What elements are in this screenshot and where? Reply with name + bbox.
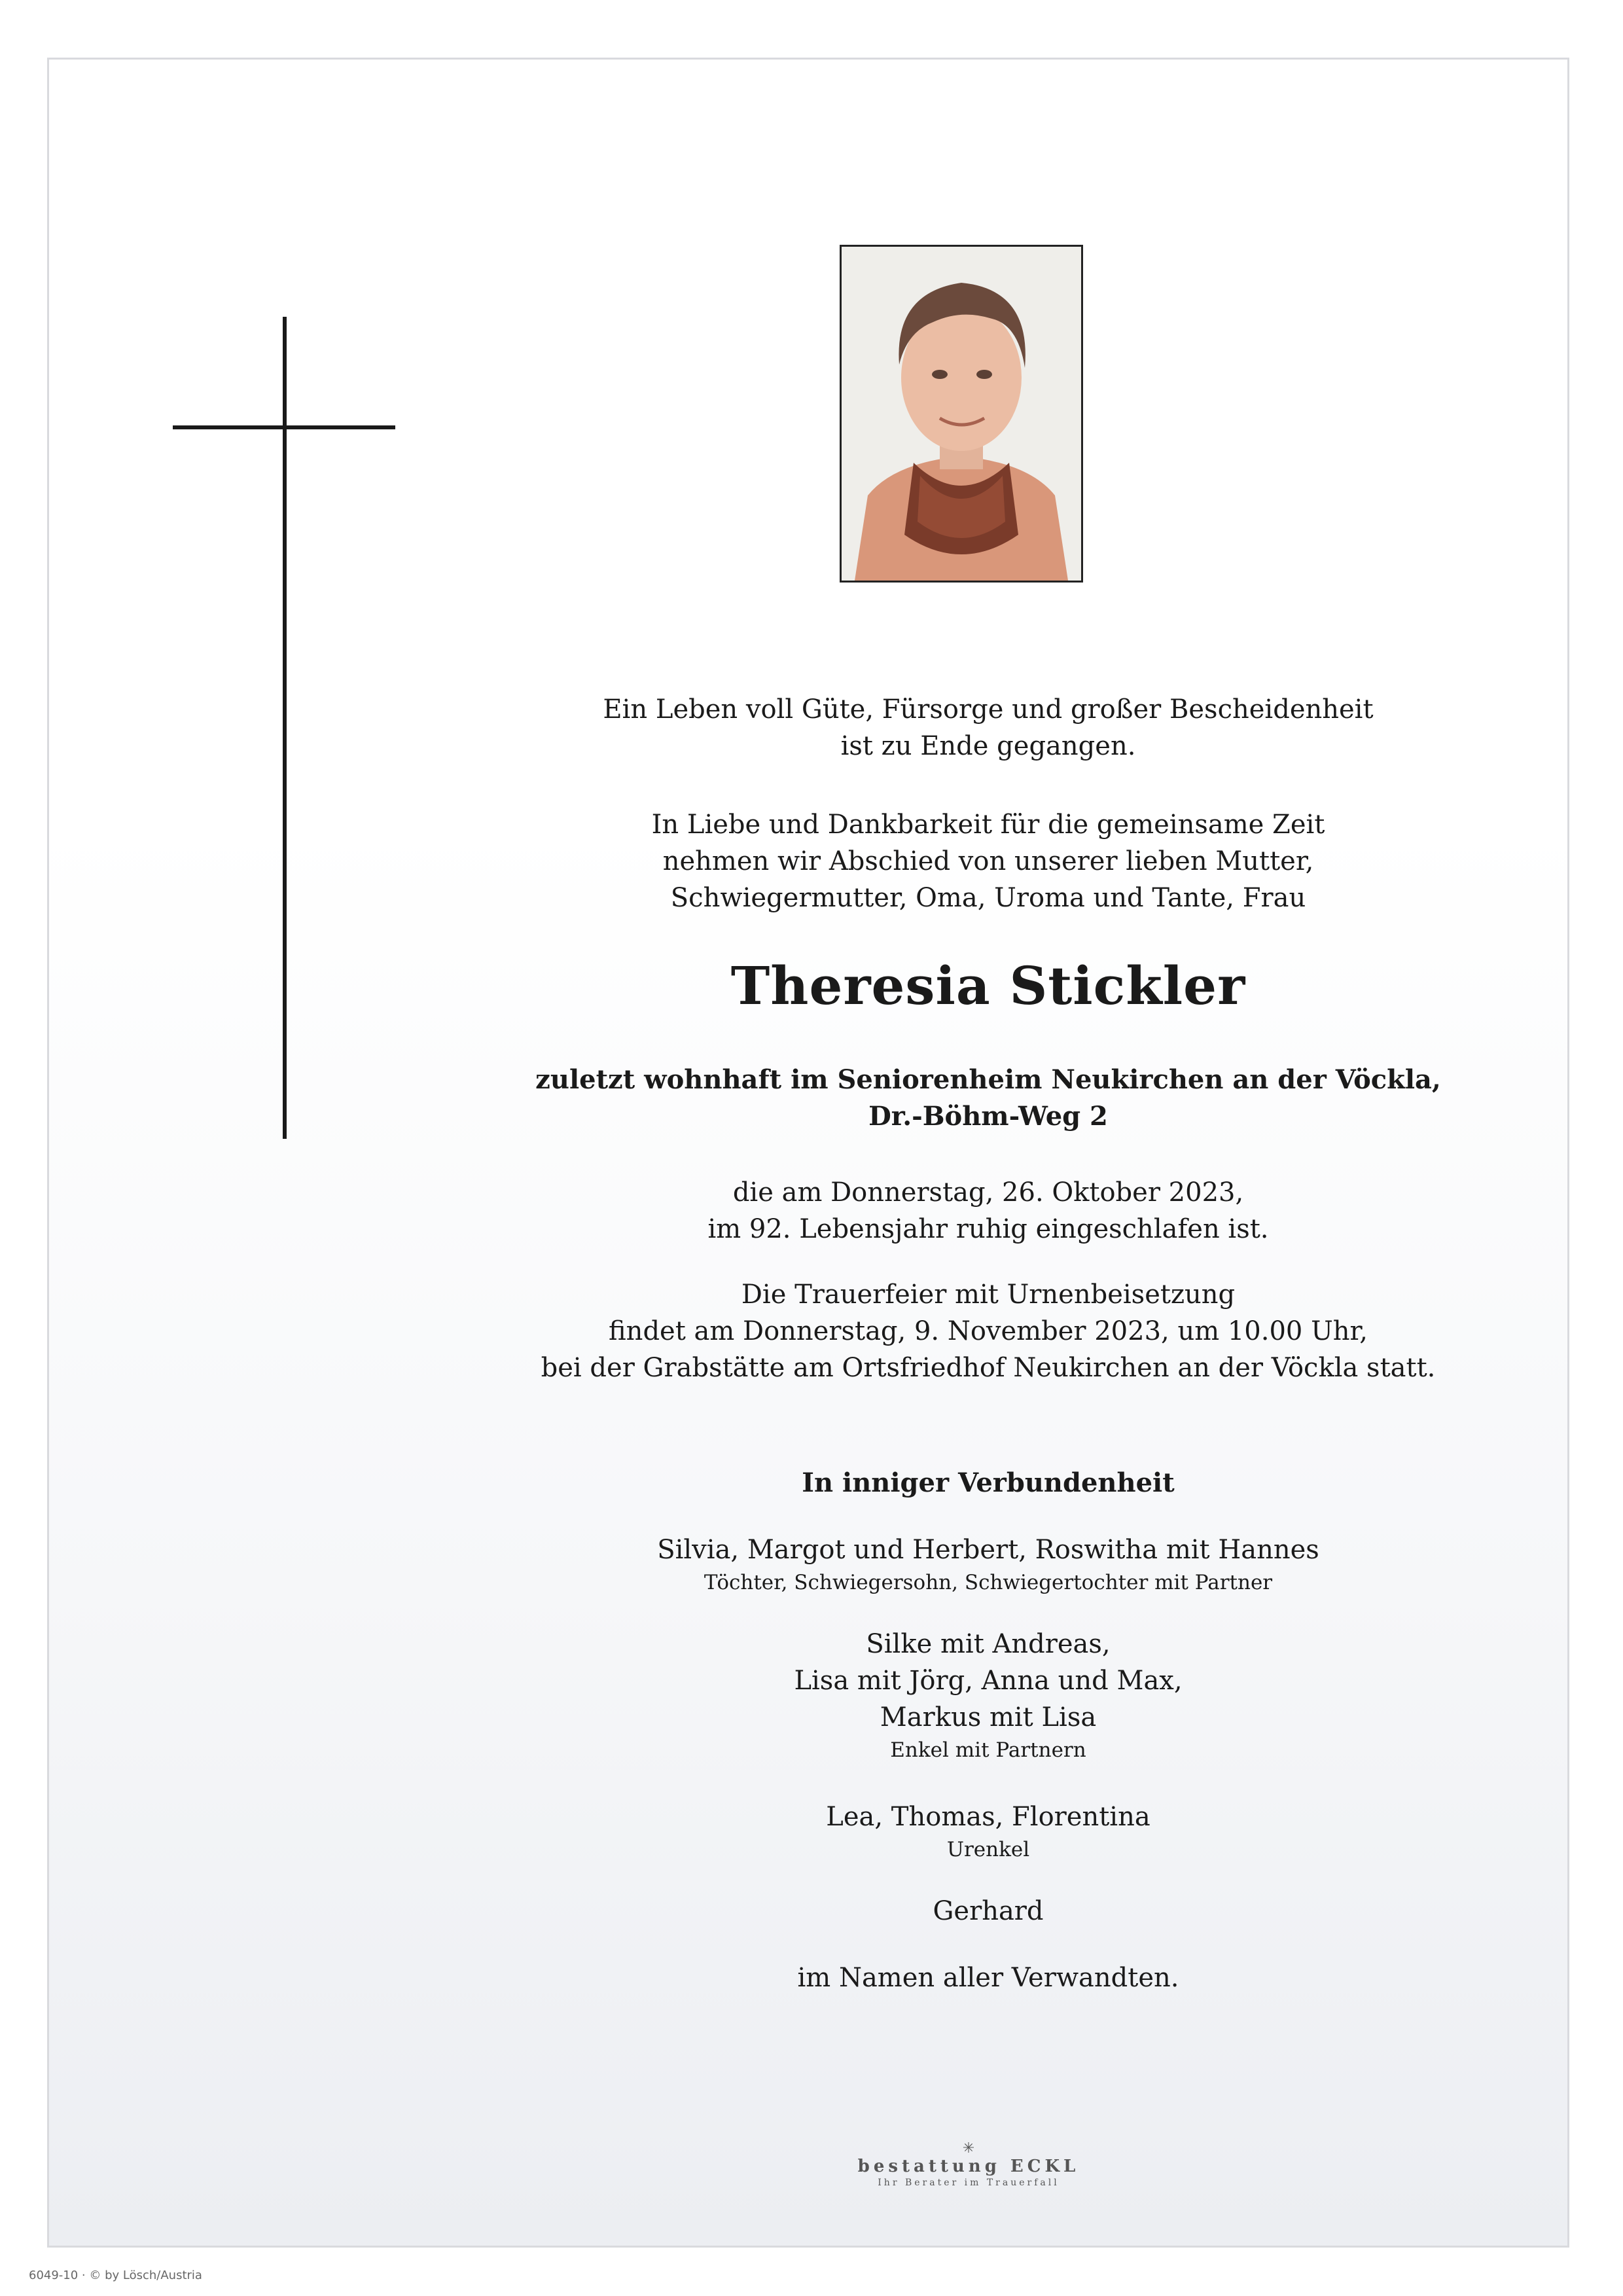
- family-relation: Enkel mit Partnern: [890, 1738, 1086, 1762]
- family-group-grandchildren: [458, 1626, 1518, 1765]
- family-names: Silvia, Margot und Herbert, Roswitha mit Hannes: [657, 1535, 1319, 1565]
- family-group-great-grandchildren: [458, 1799, 1518, 1864]
- family-names: Lea, Thomas, Florentina: [826, 1802, 1150, 1832]
- ceremony-line: findet am Donnerstag, 9. November 2023, um 10.00 Uhr,: [609, 1316, 1368, 1346]
- cross-horizontal-bar: [173, 425, 395, 429]
- farewell-line: Schwiegermutter, Oma, Uroma und Tante, Frau: [670, 883, 1306, 913]
- family-relation: Urenkel: [946, 1838, 1030, 1861]
- family-names: Lisa mit Jörg, Anna und Max,: [794, 1666, 1183, 1696]
- ceremony-line: Die Trauerfeier mit Urnenbeisetzung: [741, 1280, 1236, 1310]
- cross-vertical-bar: [283, 317, 287, 1139]
- deceased-name-block: [458, 954, 1518, 1017]
- intro-block: [458, 691, 1518, 764]
- portrait-illustration: [842, 247, 1081, 581]
- relatives-line: im Namen aller Verwandten.: [797, 1963, 1179, 1993]
- residence-line: zuletzt wohnhaft im Seniorenheim Neukirchen an der Vöckla,: [535, 1064, 1441, 1095]
- death-line: die am Donnerstag, 26. Oktober 2023,: [732, 1177, 1244, 1208]
- residence-line: Dr.-Böhm-Weg 2: [868, 1101, 1108, 1132]
- logo-main-text: bestattung ECKL: [857, 2157, 1080, 2176]
- closing-heading: In inniger Verbundenheit: [802, 1467, 1175, 1498]
- death-block: [458, 1174, 1518, 1247]
- family-relation: Töchter, Schwiegersohn, Schwiegertochter mit Partner: [704, 1571, 1273, 1594]
- farewell-block: [458, 806, 1518, 916]
- family-group-children: [458, 1532, 1518, 1597]
- ceremony-line: bei der Grabstätte am Ortsfriedhof Neukirchen an der Vöckla statt.: [541, 1353, 1436, 1383]
- family-group-other: [458, 1893, 1518, 1929]
- funeral-home-logo: [851, 2140, 1086, 2188]
- family-names: Gerhard: [933, 1896, 1044, 1926]
- portrait-photo: [840, 245, 1083, 583]
- relatives-block: [458, 1960, 1518, 1996]
- deceased-name: Theresia Stickler: [730, 955, 1246, 1016]
- death-line: im 92. Lebensjahr ruhig eingeschlafen ist.: [707, 1214, 1269, 1244]
- farewell-line: In Liebe und Dankbarkeit für die gemeinsame Zeit: [651, 810, 1325, 840]
- intro-line: ist zu Ende gegangen.: [840, 731, 1136, 761]
- family-names: Silke mit Andreas,: [866, 1629, 1111, 1659]
- farewell-line: nehmen wir Abschied von unserer lieben Mutter,: [662, 846, 1314, 876]
- logo-sub-text: Ihr Berater im Trauerfall: [878, 2178, 1060, 2188]
- closing-heading-block: [458, 1465, 1518, 1501]
- family-names: Markus mit Lisa: [880, 1702, 1097, 1732]
- residence-block: [458, 1062, 1518, 1135]
- logo-star-icon: ✳: [962, 2140, 975, 2157]
- print-footer: 6049-10 · © by Lösch/Austria: [29, 2269, 202, 2282]
- intro-line: Ein Leben voll Güte, Fürsorge und großer Bescheidenheit: [603, 694, 1374, 725]
- ceremony-block: [458, 1276, 1518, 1386]
